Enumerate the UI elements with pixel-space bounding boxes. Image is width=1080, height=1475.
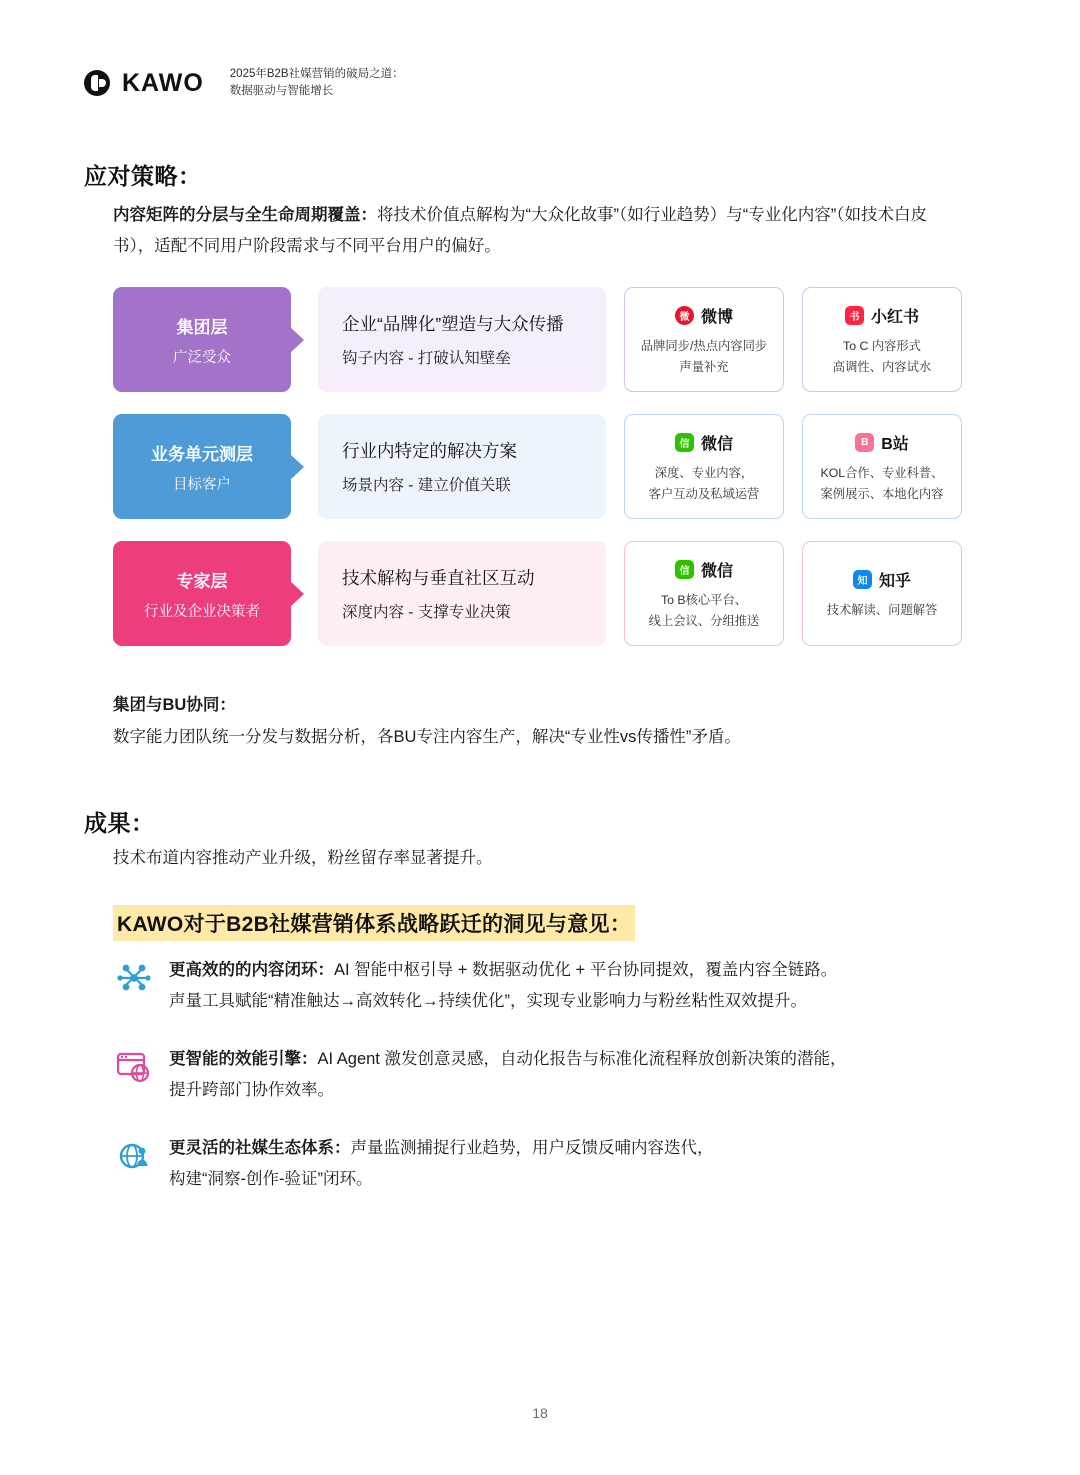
content-matrix xyxy=(113,287,968,668)
list-item xyxy=(113,955,973,1016)
insight-body-line1: AI 智能中枢引导 + 数据驱动优化 + 平台协同提效，覆盖内容全链路。 xyxy=(334,961,838,979)
globe-user-icon xyxy=(113,1135,155,1177)
platform-detail-line: 技术解读、问题解答 xyxy=(826,603,938,618)
matrix-row xyxy=(113,287,968,392)
tier-audience: 广泛受众 xyxy=(173,349,231,366)
platform-name: 微信 xyxy=(700,436,733,454)
platform-detail-line: 品牌同步/热点内容同步 xyxy=(640,339,768,354)
tier-card-bu xyxy=(113,414,291,519)
list-item-text xyxy=(169,1044,846,1105)
platform-detail xyxy=(649,590,760,631)
platform-card xyxy=(624,414,784,519)
zhihu-icon: 知 xyxy=(853,570,872,589)
strategy-paragraph-body: 将技术价值点解构为“大众化故事”（如行业趋势）与“专业化内容”（如技术白皮书），适配不同用户阶段需求与不同平台用户的偏好。 xyxy=(113,206,927,255)
platform-detail-line: 深度、专业内容， xyxy=(654,466,754,481)
tier-card-group xyxy=(113,287,291,392)
browser-globe-icon xyxy=(113,1046,155,1088)
tier-name: 专家层 xyxy=(176,571,228,591)
platform-detail xyxy=(827,600,938,620)
tier-description xyxy=(318,541,606,646)
tier-audience: 目标客户 xyxy=(173,476,231,493)
results-body: 技术布道内容推动产业升级，粉丝留存率显著提升。 xyxy=(113,849,493,867)
platform-detail-line: To B核心平台、 xyxy=(660,593,748,608)
synergy-heading: 集团与BU协同： xyxy=(113,696,236,714)
platform-name: 微博 xyxy=(700,309,733,327)
insight-lead: 更智能的效能引擎： xyxy=(169,1050,318,1069)
insight-list xyxy=(113,955,973,1222)
header-subtitle-line1: 2025年B2B社媒营销的破局之道： xyxy=(229,68,404,80)
list-item-text xyxy=(169,1133,714,1194)
header-subtitle xyxy=(230,66,404,101)
tier-name: 集团层 xyxy=(176,317,228,337)
tier-card-expert xyxy=(113,541,291,646)
page-number: 18 xyxy=(532,1405,548,1421)
list-item-text xyxy=(169,955,837,1016)
insight-body-line1: 声量监测捕捉行业趋势，用户反馈反哺内容迭代， xyxy=(350,1139,714,1158)
tier-desc-line1: 行业内特定的解决方案 xyxy=(342,441,517,461)
header-subtitle-line2: 数据驱动与智能增长 xyxy=(229,85,334,98)
weibo-icon: 微 xyxy=(675,306,694,325)
insight-lead: 更高效的的内容闭环： xyxy=(169,961,334,979)
network-nodes-icon xyxy=(113,957,155,999)
platform-detail-line: 声量补充 xyxy=(679,359,729,374)
platform-detail-line: To C 内容形式 xyxy=(843,339,921,354)
platform-card xyxy=(624,541,784,646)
platform-detail-line: 线上会议、分组推送 xyxy=(648,613,760,628)
matrix-row xyxy=(113,541,968,646)
strategy-paragraph xyxy=(113,200,968,261)
platform-name: 微信 xyxy=(700,563,733,581)
platform-detail xyxy=(833,336,931,377)
platform-detail-line: 高调性、内容试水 xyxy=(832,359,932,374)
matrix-row xyxy=(113,414,968,519)
platform-detail xyxy=(821,463,944,504)
tier-desc-line1: 技术解构与垂直社区互动 xyxy=(342,568,535,588)
platform-name: 知乎 xyxy=(878,573,911,591)
platform-card xyxy=(802,414,962,519)
insight-body-line2: 构建“洞察-创作-验证”闭环。 xyxy=(169,1169,373,1188)
document-header xyxy=(84,66,404,101)
tier-desc-line2: 钩子内容 - 打破认知壁垒 xyxy=(342,350,511,367)
platform-header xyxy=(845,304,919,327)
wechat-icon: 信 xyxy=(675,433,694,452)
platform-header xyxy=(675,431,733,454)
platform-detail-line: KOL合作、专业科普、 xyxy=(820,466,944,481)
xiaohongshu-icon: 书 xyxy=(845,306,864,325)
tier-name: 业务单元测层 xyxy=(151,444,253,464)
tier-desc-line2: 场景内容 - 建立价值关联 xyxy=(342,477,511,494)
platform-detail-line: 案例展示、本地化内容 xyxy=(820,486,944,501)
list-item xyxy=(113,1133,973,1194)
logo-text: KAWO xyxy=(122,68,204,97)
platform-card xyxy=(802,541,962,646)
tier-desc-line1: 企业“品牌化”塑造与大众传播 xyxy=(342,314,564,334)
platform-detail xyxy=(641,336,767,377)
platform-detail xyxy=(649,463,760,504)
platform-name: B站 xyxy=(881,436,909,454)
tier-description xyxy=(318,287,606,392)
results-heading: 成果： xyxy=(84,810,155,836)
insight-body-line2: 声量工具赋能“精准触达→高效转化→持续优化”，实现专业影响力与粉丝粘性双效提升。 xyxy=(169,991,807,1010)
wechat-icon: 信 xyxy=(675,560,694,579)
insight-body-line1: AI Agent 激发创意灵感，自动化报告与标准化流程释放创新决策的潜能， xyxy=(317,1050,847,1069)
kawo-logo-icon xyxy=(84,70,110,96)
tier-desc-line2: 深度内容 - 支撑专业决策 xyxy=(342,604,511,621)
platform-header xyxy=(853,568,911,591)
platform-header xyxy=(855,431,909,454)
platform-name: 小红书 xyxy=(870,309,919,327)
platform-header xyxy=(675,558,733,581)
insight-lead: 更灵活的社媒生态体系： xyxy=(169,1139,351,1158)
platform-card xyxy=(802,287,962,392)
strategy-heading: 应对策略： xyxy=(84,163,202,189)
platform-detail-line: 客户互动及私域运营 xyxy=(648,486,760,501)
insight-body-line2: 提升跨部门协作效率。 xyxy=(169,1080,334,1099)
insight-title: KAWO对于B2B社媒营销体系战略跃迁的洞见与意见： xyxy=(113,905,635,941)
platform-header xyxy=(675,304,733,327)
list-item xyxy=(113,1044,973,1105)
tier-description xyxy=(318,414,606,519)
platform-card xyxy=(624,287,784,392)
strategy-paragraph-lead: 内容矩阵的分层与全生命周期覆盖： xyxy=(113,206,377,224)
bilibili-icon: B xyxy=(855,433,874,452)
tier-audience: 行业及企业决策者 xyxy=(144,603,260,620)
synergy-body: 数字能力团队统一分发与数据分析，各BU专注内容生产，解决“专业性vs传播性”矛盾。 xyxy=(113,728,741,746)
